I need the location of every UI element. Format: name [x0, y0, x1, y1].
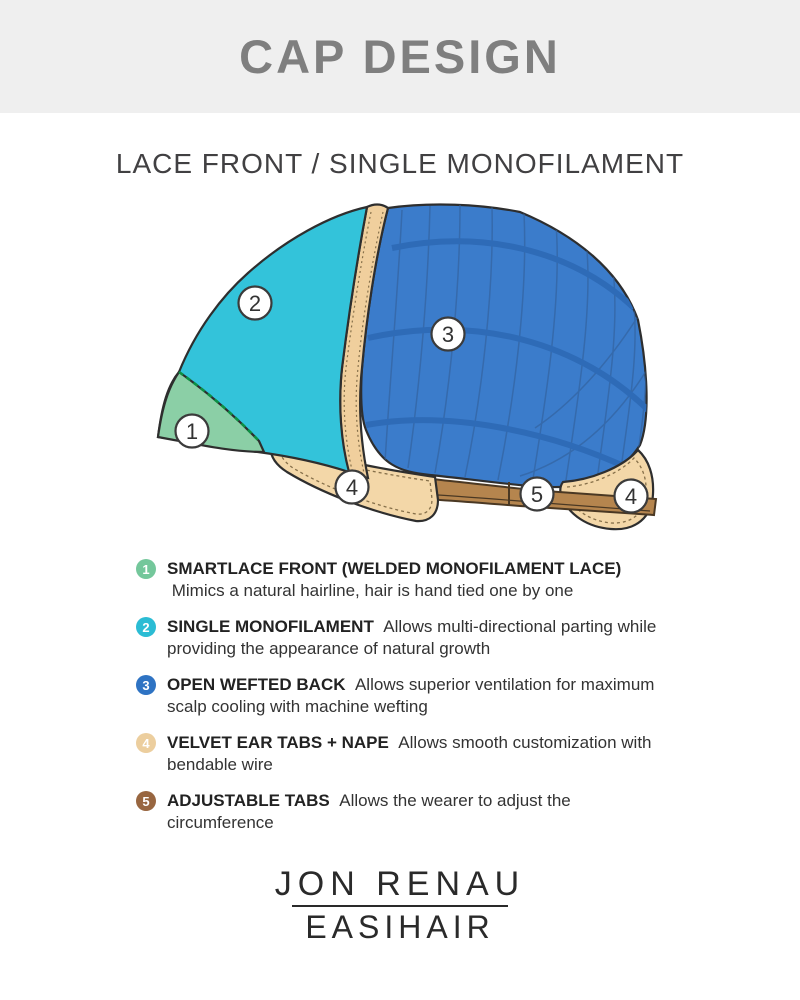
- legend-desc-4: Allows smooth customization with bendable wire: [167, 733, 652, 774]
- svg-text:3: 3: [441, 322, 455, 347]
- legend-bullet-2: 2: [136, 617, 156, 637]
- callout-4-left: [336, 471, 369, 504]
- svg-text:5: 5: [530, 482, 544, 507]
- legend-desc-2: Allows multi-directional parting while providing the appearance of natural growth: [167, 617, 657, 658]
- legend-bullet-5: 5: [136, 791, 156, 811]
- legend-title-3: OPEN WEFTED BACK: [167, 675, 346, 694]
- brand-divider-line: [292, 905, 508, 907]
- legend-title-5: ADJUSTABLE TABS: [167, 791, 330, 810]
- callout-1: [176, 415, 209, 448]
- callout-5: [521, 478, 554, 511]
- page-title: CAP DESIGN: [239, 30, 561, 83]
- brand-name-top: JON RENAU: [274, 865, 526, 903]
- svg-text:4: 4: [624, 484, 638, 509]
- svg-text:4: 4: [345, 475, 359, 500]
- legend-bullet-4: 4: [136, 733, 156, 753]
- legend-item-adjustable-tabs: [136, 790, 681, 833]
- legend-desc-3: Allows superior ventilation for maximum scalp cooling with machine wefting: [167, 675, 655, 716]
- callout-4-right: [615, 480, 648, 513]
- legend-item-single-monofilament: [136, 616, 681, 659]
- legend-desc-5: Allows the wearer to adjust the circumference: [167, 791, 571, 832]
- region-open-wefted-back: [361, 205, 650, 489]
- legend-title-1: SMARTLACE FRONT (WELDED MONOFILAMENT LACE): [167, 559, 622, 578]
- legend-bullet-3: 3: [136, 675, 156, 695]
- legend: [136, 558, 681, 848]
- legend-item-velvet-ear-tabs: [136, 732, 681, 775]
- brand-name-bottom: EASIHAIR: [305, 909, 495, 945]
- diagram-subtitle: LACE FRONT / SINGLE MONOFILAMENT: [115, 148, 685, 179]
- callout-3: [432, 318, 465, 351]
- legend-bullet-1: 1: [136, 559, 156, 579]
- legend-item-smartlace-front: 1 SMARTLACE FRONT (WELDED MONOFILAMENT LACE) Mimics a natural hairline, hair is hand tied one by one: [136, 558, 681, 601]
- brand-logo: [0, 866, 800, 944]
- svg-text:2: 2: [248, 291, 262, 316]
- legend-title-4: VELVET EAR TABS + NAPE: [167, 733, 389, 752]
- legend-title-2: SINGLE MONOFILAMENT: [167, 617, 374, 636]
- svg-text:1: 1: [185, 419, 199, 444]
- callout-2: [239, 287, 272, 320]
- legend-item-open-wefted-back: [136, 674, 681, 717]
